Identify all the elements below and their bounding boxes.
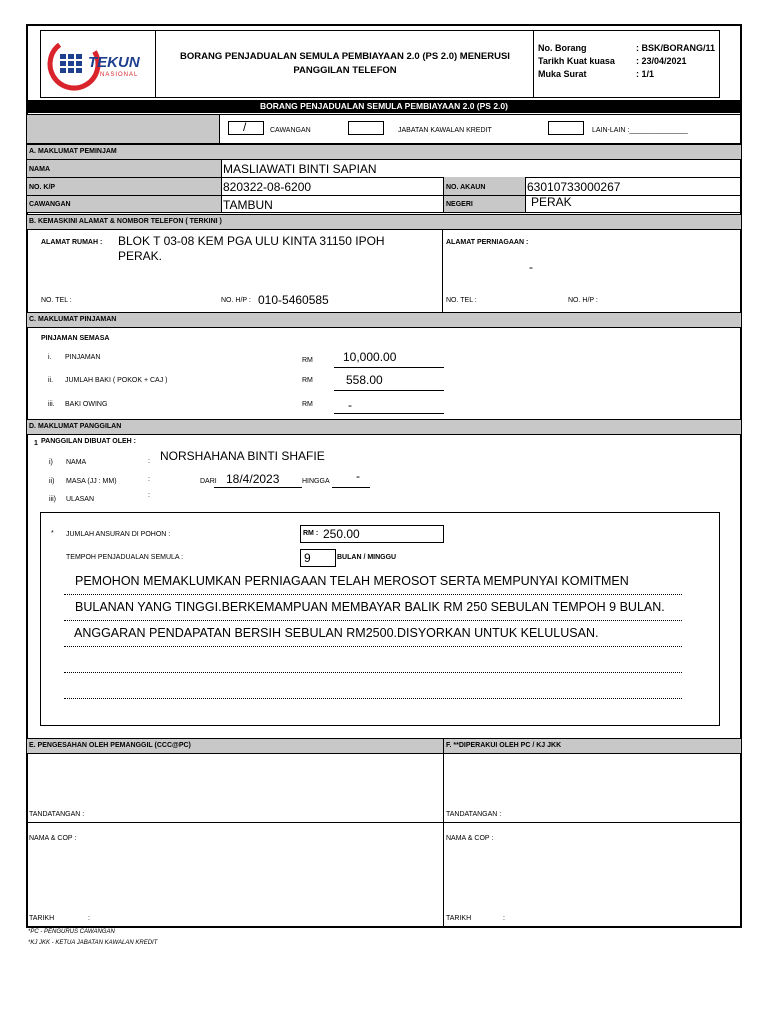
jabatan-checkbox[interactable] <box>348 121 384 135</box>
section-d-header: D. MAKLUMAT PANGGILAN <box>27 419 741 435</box>
jumlah-baki-label: JUMLAH BAKI ( POKOK + CAJ ) <box>65 377 168 384</box>
lain-option-label: LAIN-LAIN :_______________ <box>592 127 688 134</box>
jabatan-option-label: JABATAN KAWALAN KREDIT <box>398 127 492 134</box>
ansuran-field[interactable]: RM : 250.00 <box>300 525 444 543</box>
negeri-value: PERAK <box>531 195 572 209</box>
ulasan-label: ULASAN <box>66 496 95 503</box>
footnote: *PC - PENGURUS CAWANGAN <box>28 929 115 935</box>
jumlah-baki-value: 558.00 <box>346 373 383 387</box>
colon: : <box>148 476 150 483</box>
form-title: BORANG PENJADUALAN SEMULA PEMBIAYAAN 2.0 (PS 2.0) MENERUSI PANGGILAN TELEFON <box>180 51 510 76</box>
colon: : <box>148 458 150 465</box>
masa-label: MASA (JJ : MM) <box>66 478 117 485</box>
ansuran-value: 250.00 <box>323 527 360 541</box>
logo-text: TEKUN <box>88 54 140 71</box>
section-e-header: E. PENGESAHAN OLEH PEMANGGIL (CCC@PC) <box>29 742 191 749</box>
row-num: iii) <box>49 496 56 503</box>
rm-label: RM <box>302 377 313 384</box>
banner: BORANG PENJADUALAN SEMULA PEMBIAYAAN 2.0 (PS 2.0) <box>27 100 741 113</box>
nama-value: MASLIAWATI BINTI SAPIAN <box>223 162 377 176</box>
f-tarikh-label: TARIKH <box>446 915 472 922</box>
section-b-header: B. KEMASKINI ALAMAT & NOMBOR TELEFON ( TERKINI ) <box>27 214 741 230</box>
ulasan-box <box>40 512 720 726</box>
row-num: ii) <box>49 478 55 485</box>
cawangan-checkbox[interactable]: / <box>228 121 264 135</box>
hp-value: 010-5460585 <box>258 293 329 307</box>
hingga-value: - <box>356 469 360 483</box>
row-num: ii. <box>48 377 54 384</box>
star-mark: * <box>51 530 54 537</box>
pinjaman-label: PINJAMAN <box>65 354 101 361</box>
e-nama-cop-label: NAMA & COP : <box>29 835 77 842</box>
nama-label: NAMA <box>29 166 50 173</box>
rm-label: RM <box>302 401 313 408</box>
colon: : <box>88 915 90 922</box>
ansuran-label: JUMLAH ANSURAN DI POHON : <box>66 531 171 538</box>
form-meta: No. Borang : BSK/BORANG/11 Tarikh Kuat kuasa : 23/04/2021 Muka Surat : 1/1 <box>538 43 716 79</box>
dibuat-num: 1 <box>34 440 38 447</box>
panggilan-dibuat-label: PANGGILAN DIBUAT OLEH : <box>41 438 137 445</box>
f-nama-cop-label: NAMA & COP : <box>446 835 494 842</box>
row-num: i) <box>49 459 53 466</box>
section-c-header: C. MAKLUMAT PINJAMAN <box>27 312 741 328</box>
alamat-niaga-label: ALAMAT PERNIAGAAN : <box>446 239 529 246</box>
colon: : <box>148 492 150 499</box>
tel-label: NO. TEL : <box>41 297 72 304</box>
hp-label: NO. H/P : <box>221 297 251 304</box>
kp-label: NO. K/P <box>29 184 56 191</box>
tempoh-value: 9 <box>304 551 311 565</box>
colon: : <box>503 915 505 922</box>
section-a-header: A. MAKLUMAT PEMINJAM <box>27 144 741 160</box>
alamat-rumah-label: ALAMAT RUMAH : <box>41 239 103 246</box>
tempoh-label: TEMPOH PENJADUALAN SEMULA : <box>66 554 184 561</box>
pinjaman-value: 10,000.00 <box>343 350 397 364</box>
cawangan-option-label: CAWANGAN <box>270 127 311 134</box>
hingga-label: HINGGA <box>302 478 330 485</box>
pemanggil-nama-label: NAMA <box>66 459 87 466</box>
pemanggil-nama-value: NORSHAHANA BINTI SHAFIE <box>160 449 325 463</box>
pinjaman-semasa-label: PINJAMAN SEMASA <box>41 335 110 342</box>
baki-owing-label: BAKI OWING <box>65 401 108 408</box>
options-row-left <box>27 114 219 144</box>
logo-subtext: NASIONAL <box>100 72 139 78</box>
dari-label: DARI <box>200 478 217 485</box>
row-num: iii. <box>48 401 55 408</box>
f-tandatangan-label: TANDATANGAN : <box>446 811 502 818</box>
section-a-table <box>27 160 741 212</box>
row-num: i. <box>48 354 52 361</box>
e-tandatangan-label: TANDATANGAN : <box>29 811 85 818</box>
tekun-logo <box>44 34 152 94</box>
cawangan-value: TAMBUN <box>223 198 273 212</box>
akaun-value: 63010733000267 <box>527 180 621 194</box>
section-f-header: F. **DIPERAKUI OLEH PC / KJ JKK <box>446 742 562 749</box>
kp-value: 820322-08-6200 <box>223 180 312 194</box>
lain-checkbox[interactable] <box>548 121 584 135</box>
e-tarikh-label: TARIKH <box>29 915 55 922</box>
rm-label: RM <box>302 357 313 364</box>
cawangan-label: CAWANGAN <box>29 201 71 208</box>
footnote: *KJ JKK - KETUA JABATAN KAWALAN KREDIT <box>28 940 158 946</box>
remark-line: PEMOHON MEMAKLUMKAN PERNIAGAAN TELAH MEROSOT SERTA MEMPUNYAI KOMITMEN <box>75 574 629 588</box>
hp2-label: NO. H/P : <box>568 297 598 304</box>
bulan-label: BULAN / MINGGU <box>337 554 397 561</box>
baki-owing-value: - <box>348 398 352 412</box>
alamat-rumah-value: BLOK T 03-08 KEM PGA ULU KINTA 31150 IPOH PERAK. <box>118 234 385 263</box>
remark-line: BULANAN YANG TINGGI.BERKEMAMPUAN MEMBAYAR BALIK RM 250 SEBULAN TEMPOH 9 BULAN. <box>75 600 665 614</box>
alamat-niaga-value: - <box>529 260 533 274</box>
remark-line: ANGGARAN PENDAPATAN BERSIH SEBULAN RM2500.DISYORKAN UNTUK KELULUSAN. <box>74 626 599 640</box>
dari-value: 18/4/2023 <box>226 472 280 486</box>
tel2-label: NO. TEL : <box>446 297 477 304</box>
akaun-label: NO. AKAUN <box>446 184 486 191</box>
negeri-label: NEGERI <box>446 201 473 208</box>
tempoh-field[interactable] <box>300 549 336 567</box>
